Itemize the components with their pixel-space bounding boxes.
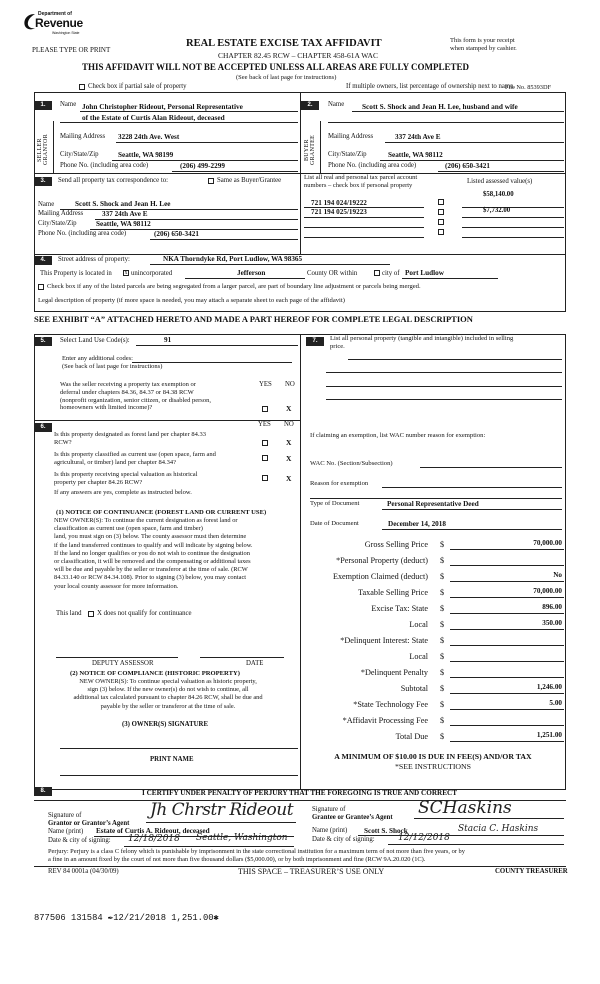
forest-question: Is this property designated as forest land per chapter 84.33 RCW? — [54, 431, 206, 446]
seller-grantor-label: SELLER GRANTOR — [37, 134, 49, 166]
section-6-number: 6. — [34, 423, 52, 432]
section-7-number: 7. — [306, 337, 324, 346]
corr-name-label: Name — [38, 201, 55, 208]
historic-yes-checkbox[interactable] — [262, 475, 268, 481]
grantee-name[interactable]: Scott S. Shock — [364, 827, 408, 835]
warning-banner: THIS AFFIDAVIT WILL NOT BE ACCEPTED UNLESS ALL AREAS ARE FULLY COMPLETED — [82, 62, 470, 72]
tax-label: Local — [409, 620, 428, 629]
forest-no-answer[interactable]: X — [286, 438, 292, 447]
tax-label: *Delinquent Penalty — [360, 668, 428, 677]
certify-statement: I CERTIFY UNDER PENALTY OF PERJURY THAT THE FOREGOING IS TRUE AND CORRECT — [142, 789, 457, 797]
assessed-value-1[interactable]: $58,140.00 — [483, 191, 514, 198]
tax-value[interactable]: No — [553, 571, 562, 579]
corr-city[interactable]: Seattle, WA 98112 — [96, 220, 151, 228]
current-use-yes-checkbox[interactable] — [262, 455, 268, 461]
tax-label: Exemption Claimed (deduct) — [332, 572, 428, 581]
tax-label: Gross Selling Price — [364, 540, 428, 549]
parcel-1-personal-checkbox[interactable] — [438, 199, 444, 205]
file-number: File No. 85393DF — [505, 84, 552, 91]
section-5-number: 5. — [34, 337, 52, 346]
forest-yes-checkbox[interactable] — [262, 440, 268, 446]
notice-continuance-title: (1) NOTICE OF CONTINUANCE (FOREST LAND OR CURRENT USE) — [56, 509, 267, 516]
section-4-number: 4. — [34, 256, 52, 265]
historic-no-answer[interactable]: X — [286, 474, 292, 483]
buyer-name-label: Name — [328, 101, 345, 108]
owner-signature-label: (3) OWNER(S) SIGNATURE — [122, 721, 208, 728]
seller-address-label: Mailing Address — [60, 133, 106, 140]
section-2-number: 2. — [301, 101, 319, 110]
tax-label: Subtotal — [400, 684, 428, 693]
buyer-phone[interactable]: (206) 650-3421 — [445, 162, 490, 170]
doc-date-label: Date of Document — [310, 520, 359, 527]
exhibit-statement: SEE EXHIBIT “A” ATTACHED HERETO AND MADE A PART HEREOF FOR COMPLETE LEGAL DESCRIPTION — [34, 314, 473, 324]
s5-no-header: NO — [285, 381, 295, 388]
notice-continuance-body: NEW OWNER(S): To continue the current designation as forest land or classification as current use (open space, farm and timber) land, you must sign on (3) below. The county assessor must then determine if the land transferred continues to qualify and will indicate by signing below. If the land no longer qualifies or you do not wish to continue the designation or classification, it will be removed and the compensating or additional taxes will be due and payable by the seller or transferor at the time of sale. (RCW 84.33.140 or RCW 84.34.108). Prior to signing (3) below, you may contact your local county assessor for more information. — [54, 517, 253, 590]
corr-phone-label: Phone No. (including area code) — [38, 230, 127, 237]
tax-label: *State Technology Fee — [353, 700, 428, 709]
unincorporated-label: unincorporated — [131, 270, 173, 277]
send-correspondence-label: Send all property tax correspondence to: — [58, 177, 169, 184]
reason-label: Reason for exemption — [310, 480, 369, 487]
treasurer-space: THIS SPACE – TREASURER’S USE ONLY — [238, 867, 385, 876]
section-8-number: 8. — [34, 787, 52, 796]
tax-dollar: $ — [440, 556, 445, 565]
tax-value[interactable]: 1,246.00 — [536, 683, 562, 691]
seller-address[interactable]: 3228 24th Ave. West — [118, 133, 180, 141]
tax-dollar: $ — [440, 652, 445, 661]
tax-dollar: $ — [440, 620, 445, 629]
tax-dollar: $ — [440, 668, 445, 677]
tax-dollar: $ — [440, 540, 445, 549]
parcel-header: List all real and personal tax parcel account numbers – check box if personal property — [304, 174, 418, 189]
historic-question: Is this property receiving special valuation as historical property per chapter 84.26 RCW? — [54, 471, 198, 486]
s5-yes-header: YES — [259, 381, 272, 388]
instructions-ref: (See back of last page for instructions) — [236, 74, 337, 81]
city-of-label: city of — [382, 270, 400, 277]
tax-label: *Personal Property (deduct) — [336, 556, 428, 565]
assessor-date-label: DATE — [246, 660, 264, 667]
segregated-label: Check box if any of the listed parcels are being segregated from a larger parcel, are part of boundary line adjustment or parcels being merged. — [47, 283, 421, 290]
cashier-stamp: 877506 131584 ✒12/21/2018 1,251.00✱ — [34, 913, 219, 923]
receipt-note: This form is your receipt when stamped by cashier. — [450, 37, 517, 52]
assessed-value-2[interactable]: $7,732.00 — [483, 207, 511, 214]
city-checkbox[interactable] — [374, 270, 380, 276]
grantor-sig-label: Signature of Grantor or Grantor’s Agent — [48, 812, 130, 827]
tax-value[interactable]: 70,000.00 — [533, 539, 562, 547]
s6-no-header: NO — [284, 421, 294, 428]
tax-label: Total Due — [395, 732, 428, 741]
land-does-checkbox[interactable] — [88, 611, 94, 617]
parcel-number-1[interactable]: 721 194 024/19222 — [311, 199, 367, 207]
buyer-name[interactable]: Scott S. Shock and Jean H. Lee, husband and wife — [362, 102, 518, 111]
see-instructions-note: *SEE INSTRUCTIONS — [394, 762, 472, 771]
buyer-phone-label: Phone No. (including area code) — [328, 162, 417, 169]
grantee-date[interactable]: 12/12/2018 — [398, 833, 450, 843]
legal-description-label: Legal description of property (if more space is needed, you may attach a separate sheet to each page of the affidavit) — [38, 297, 345, 304]
notice-compliance-body: NEW OWNER(S): To continue special valuation as historic property, sign (3) below. If the new owner(s) do not wish to continue, all additional tax calculated pursuant to chapter 84.26 RCW, shall be due and payable by the seller or transferor at the time of sale. — [73, 678, 263, 710]
corr-phone[interactable]: (206) 650-3421 — [154, 230, 199, 238]
this-land-label: This land — [56, 610, 82, 617]
seller-name-line1[interactable]: John Christopher Rideout, Personal Representative — [82, 102, 243, 111]
tax-dollar: $ — [440, 732, 445, 741]
grantor-date[interactable]: 12/18/2018 — [128, 834, 180, 844]
tax-label: Local — [409, 652, 428, 661]
corr-address[interactable]: 337 24th Ave E — [102, 210, 148, 218]
county-treasurer: COUNTY TREASURER — [495, 868, 568, 875]
street-label: Street address of property: — [58, 256, 130, 263]
current-use-question: Is this property classified as current use (open space, farm and agricultural, or timber) land per chapter 84.34? — [54, 451, 216, 466]
logo-word: Revenue — [35, 16, 83, 30]
land-use-label: Select Land Use Code(s): — [60, 337, 130, 344]
please-type: PLEASE TYPE OR PRINT — [32, 46, 111, 54]
tax-dollar: $ — [440, 700, 445, 709]
tax-value[interactable]: 5.00 — [549, 699, 562, 707]
seller-city[interactable]: Seattle, WA 98199 — [118, 151, 174, 159]
county-value[interactable]: Jefferson — [237, 269, 266, 277]
seller-name-label: Name — [60, 101, 77, 108]
tax-label: Excise Tax: State — [371, 604, 428, 613]
buyer-grantee-label: BUYER GRANTEE — [304, 134, 316, 166]
partial-sale-checkbox[interactable] — [79, 84, 85, 90]
s6-yes-header: YES — [258, 421, 271, 428]
section-1-number: 1. — [34, 101, 52, 110]
deputy-assessor-label: DEPUTY ASSESSOR — [92, 660, 154, 667]
tax-value[interactable]: 896.00 — [542, 603, 562, 611]
land-use-code[interactable]: 91 — [164, 336, 172, 344]
parcel-3-personal-checkbox[interactable] — [438, 219, 444, 225]
grantee-signature[interactable]: SCHaskins — [418, 798, 512, 818]
form-chapter: CHAPTER 82.45 RCW – CHAPTER 458-61A WAC — [218, 51, 378, 60]
section-3-number: 3. — [34, 177, 52, 186]
buyer-address[interactable]: 337 24th Ave E — [395, 133, 441, 141]
form-revision: REV 84 0001a (04/30/09) — [48, 868, 119, 875]
doc-type-label: Type of Document — [310, 500, 360, 507]
s5-yes-checkbox[interactable] — [262, 406, 268, 412]
s5-no-answer[interactable]: X — [286, 404, 292, 413]
tax-value[interactable]: 1,251.00 — [536, 731, 562, 739]
tax-label: *Affidavit Processing Fee — [342, 716, 428, 725]
same-as-buyer-checkbox[interactable] — [208, 178, 214, 184]
seller-name-line2[interactable]: of the Estate of Curtis Alan Rideout, deceased — [82, 113, 225, 122]
county-label: County OR within — [307, 270, 358, 277]
buyer-city-label: City/State/Zip — [328, 151, 367, 158]
qualify-statement: X does not qualify for continuance — [97, 610, 192, 617]
doc-date[interactable]: December 14, 2018 — [388, 520, 446, 528]
grantee-name-label: Name (print) — [312, 827, 348, 834]
minimum-fee-note: A MINIMUM OF $10.00 IS DUE IN FEE(S) AND/OR TAX — [334, 752, 532, 761]
corr-city-label: City/State/Zip — [38, 220, 77, 227]
buyer-address-label: Mailing Address — [328, 133, 374, 140]
corr-address-label: Mailing Address — [38, 210, 84, 217]
multiple-owners-note: If multiple owners, list percentage of ownership next to name. — [346, 83, 515, 90]
notice-compliance-title: (2) NOTICE OF COMPLIANCE (HISTORIC PROPERTY) — [70, 670, 240, 677]
tax-dollar: $ — [440, 588, 445, 597]
print-name-label: PRINT NAME — [150, 756, 194, 763]
unincorporated-checkbox[interactable]: x — [124, 270, 128, 276]
located-label: This Property is located in — [40, 270, 112, 277]
form-title: REAL ESTATE EXCISE TAX AFFIDAVIT — [186, 38, 382, 49]
grantee-name-signature[interactable]: Stacia C. Haskins — [458, 824, 539, 834]
logo-dept: Department of — [38, 11, 72, 17]
city-value[interactable]: Port Ludlow — [405, 269, 444, 277]
tax-dollar: $ — [440, 572, 445, 581]
grantor-signature[interactable]: Jh Chrstr Rideout — [150, 800, 294, 820]
exemption-question: Was the seller receiving a property tax exemption or deferral under chapters 84.36, 84.37 or 84.38 RCW (nonprofit organization, senior citizen, or disabled person, homeowners with limited income)? — [60, 381, 211, 412]
buyer-city[interactable]: Seattle, WA 98112 — [388, 151, 443, 159]
grantor-name[interactable]: Estate of Curtis A. Rideout, deceased — [96, 827, 210, 835]
tax-label: Taxable Selling Price — [358, 588, 428, 597]
exemption-claim-label: If claiming an exemption, list WAC number reason for exemption: — [310, 432, 486, 439]
grantee-date-label: Date & city of signing: — [312, 836, 375, 843]
tax-dollar: $ — [440, 684, 445, 693]
tax-label: *Delinquent Interest: State — [340, 636, 428, 645]
parcel-4-personal-checkbox[interactable] — [438, 229, 444, 235]
logo-state: Washington State — [52, 31, 80, 35]
tax-dollar: $ — [440, 604, 445, 613]
assessed-header: Listed assessed value(s) — [467, 178, 533, 185]
revenue-logo — [22, 10, 82, 44]
seller-city-label: City/State/Zip — [60, 151, 99, 158]
street-address[interactable]: NKA Thorndyke Rd, Port Ludlow, WA 98365 — [163, 255, 303, 263]
personal-property-label: List all personal property (tangible and intangible) included in selling price. — [330, 335, 514, 350]
if-yes-note: If any answers are yes, complete as instructed below. — [54, 489, 192, 496]
wac-label: WAC No. (Section/Subsection) — [310, 460, 393, 467]
partial-sale-label: Check box if partial sale of property — [88, 83, 187, 90]
segregated-checkbox[interactable] — [38, 284, 44, 290]
grantor-city[interactable]: Seattle, Washington — [196, 833, 288, 843]
additional-codes-label: Enter any additional codes: (See back of last page for instructions) — [62, 355, 163, 370]
current-use-no-answer[interactable]: X — [286, 454, 292, 463]
same-as-buyer-label: Same as Buyer/Grantee — [217, 177, 282, 184]
grantor-date-label: Date & city of signing: — [48, 837, 111, 844]
grantee-sig-label: Signature of Grantee or Grantee’s Agent — [312, 806, 393, 821]
parcel-number-2[interactable]: 721 194 025/19223 — [311, 208, 367, 216]
grantor-name-label: Name (print) — [48, 828, 84, 835]
tax-value[interactable]: 70,000.00 — [533, 587, 562, 595]
tax-value[interactable]: 350.00 — [542, 619, 562, 627]
tax-dollar: $ — [440, 716, 445, 725]
corr-name[interactable]: Scott S. Shock and Jean H. Lee — [75, 200, 171, 208]
seller-phone-label: Phone No. (including area code) — [60, 162, 149, 169]
seller-phone[interactable]: (206) 499-2299 — [180, 162, 225, 170]
parcel-2-personal-checkbox[interactable] — [438, 209, 444, 215]
tax-dollar: $ — [440, 636, 445, 645]
doc-type[interactable]: Personal Representative Deed — [387, 500, 479, 508]
perjury-statement: Perjury: Perjury is a class C felony which is punishable by imprisonment in the state correctional institution for a maximum term of not more than five years, or by a fine in an amount fixed by the court of not more than five thousand dollars ($5,000.00), or by both imprisonment and fine (RCW 9A.20.020 (1C). — [48, 848, 465, 863]
